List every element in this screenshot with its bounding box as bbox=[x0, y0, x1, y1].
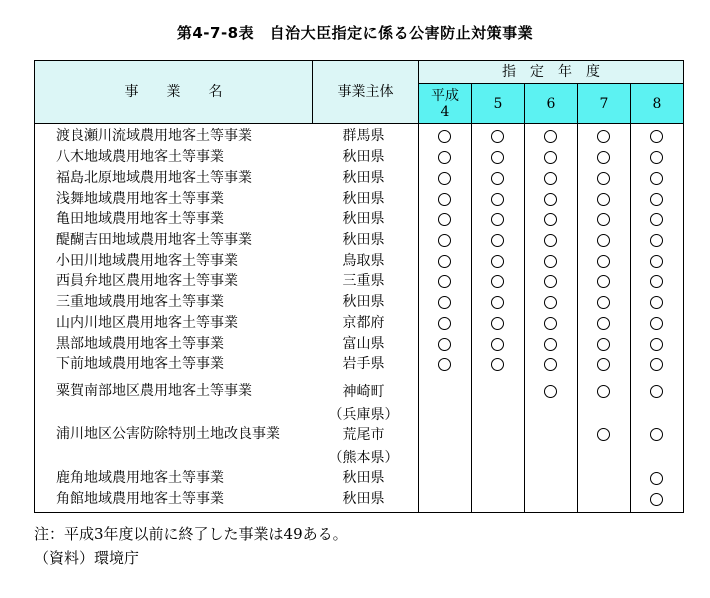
row-project-name: 浅舞地域農用地客土等事業 bbox=[56, 191, 224, 207]
designation-mark bbox=[438, 234, 451, 247]
header-operator: 事業主体 bbox=[337, 84, 394, 100]
row-operator: 秋田県 bbox=[342, 294, 385, 310]
designation-mark bbox=[650, 151, 663, 164]
designation-mark bbox=[491, 172, 504, 185]
designation-mark bbox=[597, 317, 610, 330]
designation-mark bbox=[438, 255, 451, 268]
designation-mark bbox=[650, 193, 663, 206]
designation-mark bbox=[491, 193, 504, 206]
designation-mark bbox=[544, 317, 557, 330]
designation-mark bbox=[544, 172, 557, 185]
designation-mark bbox=[491, 213, 504, 226]
designation-mark bbox=[438, 193, 451, 206]
row-operator: 神崎町 （兵庫県） bbox=[328, 384, 399, 423]
header-year-3: 7 bbox=[599, 96, 609, 112]
header-year-0: 平成 4 bbox=[431, 88, 459, 120]
designation-mark bbox=[597, 172, 610, 185]
designation-mark bbox=[597, 255, 610, 268]
designation-mark bbox=[650, 472, 663, 485]
designation-mark bbox=[544, 338, 557, 351]
designation-mark bbox=[544, 130, 557, 143]
row-project-name: 八木地域農用地客土等事業 bbox=[56, 149, 224, 165]
designation-mark bbox=[491, 358, 504, 371]
row-operator: 荒尾市 （熊本県） bbox=[328, 427, 399, 466]
header-year-1: 5 bbox=[493, 96, 503, 112]
designation-mark bbox=[438, 317, 451, 330]
designation-mark bbox=[544, 358, 557, 371]
designation-mark bbox=[650, 358, 663, 371]
designation-mark bbox=[544, 385, 557, 398]
designation-mark bbox=[544, 213, 557, 226]
designation-mark bbox=[491, 317, 504, 330]
row-project-name: 山内川地区農用地客土等事業 bbox=[56, 315, 238, 331]
designation-mark bbox=[438, 275, 451, 288]
row-project-name: 角館地域農用地客土等事業 bbox=[56, 491, 224, 507]
designation-mark bbox=[597, 275, 610, 288]
designation-mark bbox=[438, 151, 451, 164]
header-project-name: 事 業 名 bbox=[124, 84, 223, 100]
designation-mark bbox=[544, 275, 557, 288]
row-operator: 鳥取県 bbox=[342, 253, 385, 269]
designation-mark bbox=[650, 255, 663, 268]
designation-mark bbox=[438, 358, 451, 371]
designation-mark bbox=[491, 234, 504, 247]
designation-mark bbox=[438, 213, 451, 226]
header-year-4: 8 bbox=[652, 96, 662, 112]
row-operator: 秋田県 bbox=[342, 470, 385, 486]
row-operator: 秋田県 bbox=[342, 191, 385, 207]
designation-mark bbox=[438, 296, 451, 309]
designation-mark bbox=[650, 338, 663, 351]
designation-mark bbox=[544, 296, 557, 309]
designation-mark bbox=[597, 428, 610, 441]
designation-mark bbox=[491, 130, 504, 143]
designation-mark bbox=[597, 234, 610, 247]
designation-mark bbox=[650, 317, 663, 330]
row-operator: 群馬県 bbox=[342, 128, 385, 144]
designation-mark bbox=[597, 213, 610, 226]
designation-mark bbox=[491, 296, 504, 309]
row-project-name: 渡良瀬川流域農用地客土等事業 bbox=[56, 128, 252, 144]
row-project-name: 西員弁地区農用地客土等事業 bbox=[56, 273, 238, 289]
designation-mark bbox=[438, 172, 451, 185]
designation-mark bbox=[597, 130, 610, 143]
designation-mark bbox=[491, 151, 504, 164]
designation-mark bbox=[544, 151, 557, 164]
row-operator: 秋田県 bbox=[342, 211, 385, 227]
table-note: 注：平成3年度以前に終了した事業は49ある。 bbox=[34, 525, 348, 543]
row-operator: 秋田県 bbox=[342, 170, 385, 186]
header-year-2: 6 bbox=[546, 96, 556, 112]
row-project-name: 三重地域農用地客土等事業 bbox=[56, 294, 224, 310]
designation-mark bbox=[650, 172, 663, 185]
row-project-name: 浦川地区公害防除特別土地改良事業 bbox=[56, 426, 280, 442]
row-operator: 秋田県 bbox=[342, 491, 385, 507]
row-operator: 三重県 bbox=[342, 273, 385, 289]
row-project-name: 福島北原地域農用地客土等事業 bbox=[56, 170, 252, 186]
row-operator: 富山県 bbox=[342, 336, 385, 352]
source-note: （資料）環境庁 bbox=[34, 549, 140, 567]
designation-mark bbox=[491, 255, 504, 268]
row-project-name: 醍醐吉田地域農用地客土等事業 bbox=[56, 232, 252, 248]
row-operator: 京都府 bbox=[342, 315, 385, 331]
designation-mark bbox=[597, 338, 610, 351]
designation-mark bbox=[650, 234, 663, 247]
designation-mark bbox=[650, 428, 663, 441]
row-project-name: 小田川地域農用地客土等事業 bbox=[56, 253, 238, 269]
designation-mark bbox=[544, 255, 557, 268]
designation-mark bbox=[491, 275, 504, 288]
designation-mark bbox=[597, 358, 610, 371]
designation-mark bbox=[650, 130, 663, 143]
designation-mark bbox=[597, 151, 610, 164]
designation-table bbox=[34, 60, 684, 513]
designation-mark bbox=[491, 338, 504, 351]
designation-mark bbox=[544, 234, 557, 247]
row-project-name: 黒部地域農用地客土等事業 bbox=[56, 336, 224, 352]
designation-mark bbox=[650, 296, 663, 309]
designation-mark bbox=[650, 385, 663, 398]
row-project-name: 粟賀南部地区農用地客土等事業 bbox=[56, 383, 252, 399]
row-operator: 秋田県 bbox=[342, 232, 385, 248]
designation-mark bbox=[597, 296, 610, 309]
designation-mark bbox=[438, 130, 451, 143]
row-operator: 秋田県 bbox=[342, 149, 385, 165]
designation-mark bbox=[650, 275, 663, 288]
designation-mark bbox=[650, 493, 663, 506]
row-project-name: 鹿角地域農用地客土等事業 bbox=[56, 470, 224, 486]
designation-mark bbox=[597, 193, 610, 206]
header-designated-year: 指 定 年 度 bbox=[502, 64, 600, 80]
designation-mark bbox=[438, 338, 451, 351]
designation-mark bbox=[597, 385, 610, 398]
row-project-name: 下前地域農用地客土等事業 bbox=[56, 356, 224, 372]
designation-mark bbox=[650, 213, 663, 226]
table-title: 第4-7-8表 自治大臣指定に係る公害防止対策事業 bbox=[176, 24, 534, 42]
row-operator: 岩手県 bbox=[342, 356, 385, 372]
row-project-name: 亀田地域農用地客土等事業 bbox=[56, 211, 224, 227]
designation-mark bbox=[544, 193, 557, 206]
